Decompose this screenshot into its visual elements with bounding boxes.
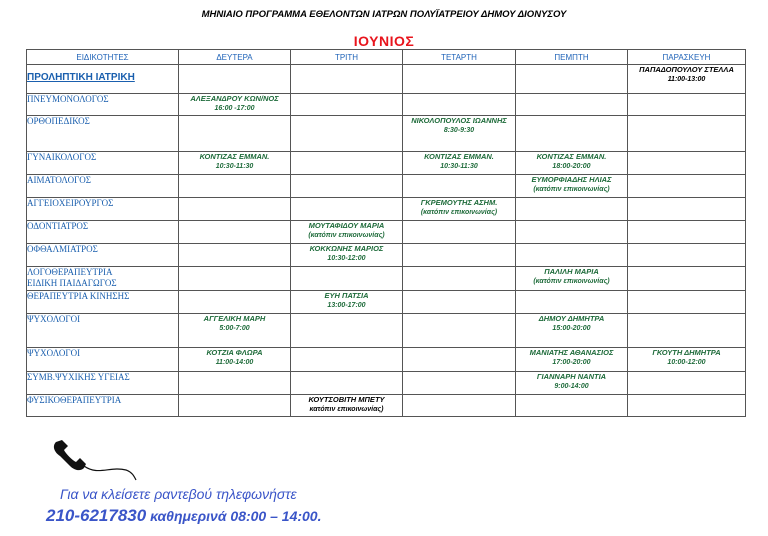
header-thursday: ΠΕΜΠΤΗ xyxy=(516,50,628,65)
cell-wednesday xyxy=(403,94,516,116)
specialty-label: ΨΥΧΟΛΟΓΟΙ xyxy=(27,314,81,324)
cell-friday xyxy=(628,291,746,314)
cell-friday xyxy=(628,175,746,198)
doctor-name: ΑΛΕΞΑΝΔΡΟΥ ΚΩΝ/ΝΟΣ xyxy=(190,94,279,103)
schedule-row xyxy=(27,221,746,244)
doctor-name: ΚΟΥΤΣΟΒΙΤΗ ΜΠΕΤΥ xyxy=(308,395,385,404)
specialty-cell xyxy=(27,314,179,348)
cell-tuesday xyxy=(291,395,403,417)
cell-friday xyxy=(628,65,746,94)
cell-thursday xyxy=(516,116,628,152)
cell-tuesday xyxy=(291,267,403,291)
schedule-row xyxy=(27,372,746,395)
visit-hours: κατόπιν επικοινωνίας) xyxy=(309,406,384,413)
cell-monday xyxy=(179,348,291,372)
specialty-label: ΑΙΜΑΤΟΛΟΓΟΣ xyxy=(27,175,92,185)
cell-friday xyxy=(628,221,746,244)
visit-hours: 17:00-20:00 xyxy=(552,359,591,366)
specialty-cell xyxy=(27,152,179,175)
cell-wednesday xyxy=(403,314,516,348)
cell-wednesday xyxy=(403,198,516,221)
specialty-label: ΠΝΕΥΜΟΝΟΛΟΓΟΣ xyxy=(27,94,109,104)
doctor-name: ΓΙΑΝΝΑΡΗ ΝΑΝΤΙΑ xyxy=(536,372,607,381)
doctor-name: ΜΑΝΙΑΤΗΣ ΑΘΑΝΑΣΙΟΣ xyxy=(529,348,614,357)
specialty-label: ΠΡΟΛΗΠΤΙΚΗ ΙΑΤΡΙΚΗ xyxy=(27,72,135,83)
visit-hours: 18:00-20:00 xyxy=(552,163,591,170)
doctor-name: ΠΑΠΑΔΟΠΟΥΛΟΥ ΣΤΕΛΛΑ xyxy=(639,65,734,74)
visit-hours: 11:00-14:00 xyxy=(215,359,254,366)
doctor-name: ΕΥΜΟΡΦΙΑΔΗΣ ΗΛΙΑΣ xyxy=(531,175,612,184)
cell-thursday xyxy=(516,372,628,395)
specialty-label: ΨΥΧΟΛΟΓΟΙ xyxy=(27,348,81,358)
cta-text: Για να κλείσετε ραντεβού τηλεφωνήστε xyxy=(60,486,297,502)
visit-hours: 13:00-17:00 xyxy=(327,302,366,309)
phone-handset-icon xyxy=(48,436,138,486)
cell-tuesday xyxy=(291,152,403,175)
cell-friday xyxy=(628,348,746,372)
cell-thursday xyxy=(516,221,628,244)
cell-thursday xyxy=(516,198,628,221)
cell-tuesday xyxy=(291,175,403,198)
schedule-row xyxy=(27,175,746,198)
cell-friday xyxy=(628,244,746,267)
specialty-label: ΘΕΡΑΠΕΥΤΡΙΑ ΚΙΝΗΣΗΣ xyxy=(27,291,130,301)
specialty-label: ΟΔΟΝΤΙΑΤΡΟΣ xyxy=(27,221,89,231)
cell-tuesday xyxy=(291,65,403,94)
specialty-cell xyxy=(27,198,179,221)
doctor-name: ΓΚΡΕΜΟΥΤΗΣ ΑΣΗΜ. xyxy=(420,198,498,207)
schedule-row xyxy=(27,395,746,417)
doctor-name: ΠΑΛΙΛΗ ΜΑΡΙΑ xyxy=(544,267,599,276)
schedule-row xyxy=(27,116,746,152)
cell-monday xyxy=(179,314,291,348)
header-row xyxy=(27,50,746,65)
header-friday: ΠΑΡΑΣΚΕΥΗ xyxy=(628,50,746,65)
cell-wednesday xyxy=(403,221,516,244)
cell-wednesday xyxy=(403,152,516,175)
cell-friday xyxy=(628,198,746,221)
schedule-row xyxy=(27,244,746,267)
cell-monday xyxy=(179,372,291,395)
cell-monday xyxy=(179,152,291,175)
specialty-label: ΣΥΜΒ.ΨΥΧΙΚΗΣ ΥΓΕΙΑΣ xyxy=(27,372,130,382)
doctor-name: ΚΟΝΤΙΖΑΣ ΕΜΜΑΝ. xyxy=(199,152,270,161)
schedule-row xyxy=(27,348,746,372)
cell-tuesday xyxy=(291,198,403,221)
header-monday: ΔΕΥΤΕΡΑ xyxy=(179,50,291,65)
visit-hours: 10:30-11:30 xyxy=(215,163,254,170)
doctor-name: ΔΗΜΟΥ ΔΗΜΗΤΡΑ xyxy=(538,314,605,323)
cell-thursday xyxy=(516,348,628,372)
specialty-label: ΟΦΘΑΛΜΙΑΤΡΟΣ xyxy=(27,244,98,254)
cell-thursday xyxy=(516,65,628,94)
doctor-name: ΜΟΥΤΑΦΙΔΟΥ ΜΑΡΙΑ xyxy=(308,221,385,230)
month-title: ΙΟΥΝΙΟΣ xyxy=(353,33,415,49)
specialty-cell xyxy=(27,175,179,198)
specialty-cell xyxy=(27,291,179,314)
schedule-row xyxy=(27,198,746,221)
cell-thursday xyxy=(516,244,628,267)
doctor-name: ΚΟΤΖΙΑ ΦΛΩΡΑ xyxy=(206,348,263,357)
visit-hours: (κατόπιν επικοινωνίας) xyxy=(308,232,385,239)
cell-tuesday xyxy=(291,314,403,348)
schedule-row xyxy=(27,152,746,175)
cell-monday xyxy=(179,244,291,267)
schedule-row xyxy=(27,314,746,348)
cell-wednesday xyxy=(403,244,516,267)
cell-wednesday xyxy=(403,372,516,395)
visit-hours: 10:30-12:00 xyxy=(327,255,366,262)
cell-friday xyxy=(628,116,746,152)
specialty-cell xyxy=(27,395,179,417)
cell-wednesday xyxy=(403,291,516,314)
doctor-name: ΕΥΗ ΠΑΤΣΙΑ xyxy=(324,291,369,300)
cell-thursday xyxy=(516,152,628,175)
cell-monday xyxy=(179,395,291,417)
cell-friday xyxy=(628,395,746,417)
cell-tuesday xyxy=(291,291,403,314)
specialty-label: ΓΥΝΑΙΚΟΛΟΓΟΣ xyxy=(27,152,97,162)
cell-tuesday xyxy=(291,348,403,372)
visit-hours: 9:00-14:00 xyxy=(554,383,589,390)
visit-hours: 16:00 -17:00 xyxy=(214,105,255,112)
cell-monday xyxy=(179,291,291,314)
doctor-name: ΚΟΝΤΙΖΑΣ ΕΜΜΑΝ. xyxy=(536,152,607,161)
doctor-name: ΝΙΚΟΛΟΠΟΥΛΟΣ ΙΩΑΝΝΗΣ xyxy=(411,116,507,125)
cell-monday xyxy=(179,267,291,291)
header-wednesday: ΤΕΤΑΡΤΗ xyxy=(403,50,516,65)
page-title: ΜΗΝΙΑΙΟ ΠΡΟΓΡΑΜΜΑ ΕΘΕΛΟΝΤΩΝ ΙΑΤΡΩΝ ΠΟΛΥΪΑΤΡΕΙΟΥ ΔΗΜΟΥ ΔΙΟΝΥΣΟΥ xyxy=(201,9,567,20)
cell-tuesday xyxy=(291,116,403,152)
schedule-row xyxy=(27,94,746,116)
cell-tuesday xyxy=(291,221,403,244)
cell-friday xyxy=(628,314,746,348)
visit-hours: 11:00-13:00 xyxy=(667,76,706,83)
cell-wednesday xyxy=(403,175,516,198)
header-specialties: ΕΙΔΙΚΟΤΗΤΕΣ xyxy=(27,50,179,65)
cell-wednesday xyxy=(403,395,516,417)
cell-thursday xyxy=(516,291,628,314)
visit-hours: (κατόπιν επικοινωνίας) xyxy=(533,186,610,193)
schedule-row xyxy=(27,267,746,291)
specialty-label: ΟΡΘΟΠΕΔΙΚΟΣ xyxy=(27,116,90,126)
header-tuesday: ΤΡΙΤΗ xyxy=(291,50,403,65)
visit-hours: (κατόπιν επικοινωνίας) xyxy=(420,209,498,216)
cta-phone-line xyxy=(46,506,321,526)
specialty-cell xyxy=(27,372,179,395)
cell-thursday xyxy=(516,314,628,348)
doctor-name: ΑΓΓΕΛΙΚΗ ΜΑΡΗ xyxy=(203,314,266,323)
visit-hours: 10:00-12:00 xyxy=(667,359,706,366)
specialty-cell xyxy=(27,244,179,267)
specialty-cell xyxy=(27,94,179,116)
doctor-name: ΓΚΟΥΤΗ ΔΗΜΗΤΡΑ xyxy=(652,348,721,357)
schedule-table xyxy=(26,49,746,417)
cell-tuesday xyxy=(291,244,403,267)
schedule-row xyxy=(27,291,746,314)
cell-friday xyxy=(628,152,746,175)
cell-wednesday xyxy=(403,348,516,372)
cell-wednesday xyxy=(403,116,516,152)
cell-thursday xyxy=(516,94,628,116)
cell-tuesday xyxy=(291,94,403,116)
cell-friday xyxy=(628,372,746,395)
specialty-cell xyxy=(27,267,179,291)
specialty-cell xyxy=(27,348,179,372)
specialty-cell xyxy=(27,221,179,244)
phone-number[interactable]: 210-6217830 xyxy=(46,506,147,525)
cell-wednesday xyxy=(403,65,516,94)
cell-thursday xyxy=(516,175,628,198)
specialty-label: ΛΟΓΟΘΕΡΑΠΕΥΤΡΙΑ xyxy=(27,267,113,277)
cell-tuesday xyxy=(291,372,403,395)
cta-hours: καθημερινά 08:00 – 14:00. xyxy=(150,508,322,524)
cell-wednesday xyxy=(403,267,516,291)
doctor-name: ΚΟΝΤΙΖΑΣ ΕΜΜΑΝ. xyxy=(424,152,494,161)
cell-monday xyxy=(179,221,291,244)
specialty-label: ΦΥΣΙΚΟΘΕΡΑΠΕΥΤΡΙΑ xyxy=(27,395,122,405)
visit-hours: 15:00-20:00 xyxy=(552,325,591,332)
specialty-cell xyxy=(27,65,179,94)
specialty-label: ΑΓΓΕΙΟΧΕΙΡΟΥΡΓΟΣ xyxy=(27,198,114,208)
visit-hours: 8:30-9:30 xyxy=(443,127,475,134)
cell-monday xyxy=(179,94,291,116)
visit-hours: 5:00-7:00 xyxy=(219,325,250,332)
visit-hours: (κατόπιν επικοινωνίας) xyxy=(533,278,610,285)
cell-friday xyxy=(628,94,746,116)
cell-thursday xyxy=(516,395,628,417)
specialty-cell xyxy=(27,116,179,152)
schedule-row xyxy=(27,65,746,94)
doctor-name: ΚΟΚΚΩΝΗΣ ΜΑΡΙΟΣ xyxy=(309,244,384,253)
cell-thursday xyxy=(516,267,628,291)
visit-hours: 10:30-11:30 xyxy=(440,163,478,170)
cell-friday xyxy=(628,267,746,291)
specialty-label: ΕΙΔΙΚΗ ΠΑΙΔΑΓΩΓΟΣ xyxy=(27,278,117,288)
cell-monday xyxy=(179,116,291,152)
cell-monday xyxy=(179,175,291,198)
cell-monday xyxy=(179,198,291,221)
cell-monday xyxy=(179,65,291,94)
